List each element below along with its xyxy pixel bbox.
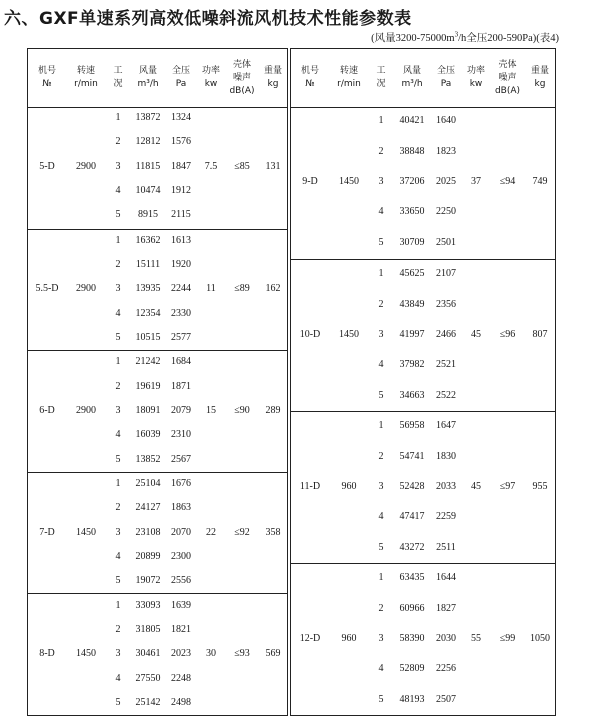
cell-flow: 30709	[399, 236, 425, 248]
header-speed-label	[337, 65, 361, 91]
cell-condition: 4	[378, 206, 384, 218]
cell-flow: 25104	[135, 477, 161, 489]
cell-condition: 5	[115, 696, 121, 708]
cell-condition: 1	[378, 115, 384, 127]
cell-pressure: 2259	[436, 511, 456, 523]
cell-condition: 5	[115, 575, 121, 587]
cell-flow: 12812	[135, 136, 161, 148]
cell-power: 37	[471, 176, 481, 187]
header-line: dB(A)	[229, 85, 255, 96]
cell-weight: 131	[265, 160, 281, 172]
cell-condition: 1	[115, 477, 121, 489]
cell-condition: 2	[378, 602, 384, 614]
cell-flow: 54741	[399, 450, 425, 462]
header-line: 功率	[201, 66, 220, 76]
cell-pressure: 2250	[436, 206, 456, 218]
header-line: dB(A)	[494, 85, 521, 96]
cell-pressure: 2244	[171, 283, 191, 295]
cell-noise: ≤96	[499, 329, 516, 340]
header-noise-label	[229, 59, 254, 98]
header-line: 转速	[339, 66, 358, 76]
cell-speed: 1450	[339, 176, 359, 187]
cell-power: 45	[471, 329, 481, 340]
cell-condition: 3	[378, 481, 384, 492]
cell-condition: 1	[378, 572, 384, 584]
header-line: m³/h	[137, 79, 159, 89]
cell-weight: 749	[532, 176, 548, 187]
cell-pressure: 2521	[436, 359, 456, 371]
model-group	[28, 107, 287, 229]
header-model-label	[38, 65, 56, 91]
table-header	[291, 49, 555, 108]
cell-flow: 12354	[135, 307, 161, 319]
header-line: №	[305, 79, 315, 89]
cell-pressure: 2070	[171, 526, 191, 538]
cell-flow: 56958	[399, 420, 425, 432]
header-pressure-label	[437, 65, 455, 91]
cell-flow: 21242	[135, 356, 161, 368]
header-power-label	[467, 65, 485, 91]
cell-flow: 34663	[399, 389, 425, 401]
cell-condition: 3	[115, 283, 121, 295]
cell-flow: 13935	[135, 283, 161, 295]
cell-condition: 5	[378, 389, 384, 401]
cell-pressure: 2330	[171, 307, 191, 319]
header-line: 工	[376, 66, 386, 76]
cell-speed: 1450	[76, 526, 96, 538]
subtitle-text-tail: /h全压200-590Pa)(表4)	[458, 33, 559, 44]
model-group	[28, 229, 287, 351]
header-line: Pa	[440, 79, 452, 89]
cell-condition: 5	[378, 693, 384, 705]
header-line: kw	[469, 79, 483, 89]
cell-noise: ≤89	[234, 283, 250, 295]
header-line: 风量	[138, 66, 157, 76]
cell-pressure: 1823	[436, 145, 456, 157]
cell-flow: 38848	[399, 145, 425, 157]
cell-pressure: 1684	[171, 356, 191, 368]
header-flow-label	[401, 65, 422, 91]
cell-noise: ≤93	[234, 648, 250, 660]
cell-condition: 4	[115, 307, 121, 319]
header-line: 全压	[436, 66, 455, 76]
header-line: 全压	[171, 66, 190, 76]
cell-pressure: 2577	[171, 332, 191, 344]
cell-flow: 18091	[135, 404, 161, 416]
cell-noise: ≤97	[499, 481, 516, 492]
header-speed-label	[74, 65, 98, 91]
header-line: 风量	[402, 66, 421, 76]
cell-pressure: 1676	[171, 477, 191, 489]
cell-pressure: 1920	[171, 259, 191, 271]
cell-power: 11	[206, 283, 216, 295]
cell-pressure: 2511	[436, 541, 456, 553]
cell-model: 7-D	[39, 526, 55, 538]
subtitle-text: (风量3200-75000m	[371, 33, 455, 44]
cell-condition: 1	[115, 356, 121, 368]
cell-model: 5.5-D	[35, 283, 59, 295]
cell-condition: 3	[378, 633, 384, 644]
header-pressure	[166, 49, 196, 107]
page-title: 六、GXF单速系列高效低噪斜流风机技术性能参数表	[4, 9, 412, 29]
cell-power: 30	[206, 648, 216, 660]
table-subtitle	[371, 30, 559, 45]
cell-condition: 5	[378, 236, 384, 248]
table-header	[28, 49, 287, 108]
header-line: 噪声	[498, 72, 517, 83]
cell-pressure: 2501	[436, 236, 456, 248]
cell-condition: 3	[115, 404, 121, 416]
header-line: 壳体	[232, 59, 251, 70]
cell-condition: 1	[378, 268, 384, 280]
header-speed	[66, 49, 106, 107]
cell-power: 15	[206, 404, 216, 416]
cell-flow: 8915	[138, 209, 158, 221]
cell-model: 10-D	[299, 329, 321, 340]
cell-flow: 25142	[135, 696, 161, 708]
cell-flow: 16362	[135, 234, 161, 246]
cell-pressure: 2556	[171, 575, 191, 587]
cell-flow: 33093	[135, 599, 161, 611]
cell-flow: 40421	[399, 115, 425, 127]
cell-condition: 3	[378, 176, 384, 187]
cell-pressure: 1847	[171, 160, 191, 172]
header-condition	[106, 49, 130, 107]
cell-flow: 33650	[399, 206, 425, 218]
header-condition-label	[113, 65, 122, 91]
cell-speed: 2900	[76, 404, 96, 416]
cell-weight: 162	[265, 283, 281, 295]
cell-condition: 4	[115, 672, 121, 684]
cell-speed: 1450	[76, 648, 96, 660]
cell-flow: 13872	[135, 112, 161, 124]
model-group	[291, 259, 555, 411]
cell-noise: ≤90	[234, 404, 250, 416]
header-line: 转速	[76, 66, 95, 76]
cell-condition: 4	[378, 663, 384, 675]
header-line: r/min	[337, 79, 361, 89]
cell-condition: 2	[115, 502, 121, 514]
header-line: 机号	[37, 66, 56, 76]
header-weight	[524, 49, 556, 107]
header-line: 况	[376, 79, 386, 89]
cell-pressure: 1324	[171, 112, 191, 124]
header-weight-label	[264, 65, 282, 91]
cell-condition: 2	[378, 450, 384, 462]
header-model	[291, 49, 329, 107]
cell-model: 9-D	[302, 176, 318, 187]
cell-model: 12-D	[299, 633, 321, 644]
header-line: 况	[113, 79, 123, 89]
cell-condition: 4	[115, 185, 121, 197]
header-model	[28, 49, 66, 107]
header-flow	[393, 49, 431, 107]
cell-flow: 13852	[135, 453, 161, 465]
cell-pressure: 2025	[436, 176, 456, 187]
model-group	[28, 350, 287, 472]
cell-flow: 31805	[135, 623, 161, 635]
header-line: r/min	[74, 79, 98, 89]
cell-pressure: 2248	[171, 672, 191, 684]
cell-pressure: 1613	[171, 234, 191, 246]
header-line: №	[42, 79, 52, 89]
cell-flow: 11815	[135, 160, 161, 172]
header-line: kg	[534, 79, 546, 89]
cell-pressure: 2300	[171, 550, 191, 562]
model-group	[28, 593, 287, 715]
cell-speed: 960	[341, 481, 357, 492]
cell-condition: 3	[378, 329, 384, 340]
cell-flow: 15111	[135, 259, 161, 271]
header-line: kw	[204, 79, 218, 89]
header-condition	[369, 49, 393, 107]
cell-pressure: 1647	[436, 420, 456, 432]
header-power	[196, 49, 226, 107]
cell-pressure: 1830	[436, 450, 456, 462]
cell-flow: 52809	[399, 663, 425, 675]
cell-pressure: 2033	[436, 481, 456, 492]
cell-condition: 2	[378, 298, 384, 310]
header-line: 功率	[466, 66, 485, 76]
cell-pressure: 1821	[171, 623, 191, 635]
cell-flow: 43849	[399, 298, 425, 310]
cell-condition: 3	[115, 526, 121, 538]
cell-flow: 47417	[399, 511, 425, 523]
cell-condition: 4	[378, 359, 384, 371]
cell-weight: 569	[265, 648, 281, 660]
cell-condition: 3	[115, 648, 121, 660]
cell-weight: 358	[265, 526, 281, 538]
header-weight	[258, 49, 288, 107]
header-pressure-label	[172, 65, 190, 91]
header-noise-label	[495, 59, 520, 98]
cell-pressure: 1912	[171, 185, 191, 197]
header-power	[461, 49, 491, 107]
cell-power: 22	[206, 526, 216, 538]
cell-noise: ≤85	[234, 160, 250, 172]
cell-pressure: 1827	[436, 602, 456, 614]
right-table	[290, 48, 556, 716]
cell-condition: 4	[378, 511, 384, 523]
cell-condition: 3	[115, 160, 121, 172]
cell-flow: 19619	[135, 380, 161, 392]
cell-flow: 24127	[135, 502, 161, 514]
cell-condition: 5	[115, 209, 121, 221]
cell-pressure: 2507	[436, 693, 456, 705]
cell-noise: ≤92	[234, 526, 250, 538]
cell-pressure: 2030	[436, 633, 456, 644]
cell-power: 7.5	[204, 160, 218, 172]
cell-pressure: 2256	[436, 663, 456, 675]
cell-pressure: 2567	[171, 453, 191, 465]
cell-pressure: 2310	[171, 429, 191, 441]
cell-flow: 60966	[399, 602, 425, 614]
model-group	[291, 107, 555, 259]
cell-pressure: 1863	[171, 502, 191, 514]
header-noise	[491, 49, 524, 107]
header-line: kg	[267, 79, 279, 89]
cell-noise: ≤94	[499, 176, 516, 187]
header-line: Pa	[175, 79, 187, 89]
cell-flow: 19072	[135, 575, 161, 587]
header-speed	[329, 49, 369, 107]
subtitle-superscript: 3	[454, 30, 459, 39]
cell-flow: 37206	[399, 176, 425, 187]
model-group	[28, 472, 287, 594]
cell-flow: 52428	[399, 481, 425, 492]
cell-pressure: 2023	[171, 648, 191, 660]
header-flow-label	[137, 65, 158, 91]
cell-condition: 2	[115, 380, 121, 392]
cell-speed: 960	[341, 633, 357, 644]
header-line: 重量	[530, 66, 549, 76]
cell-pressure: 2079	[171, 404, 191, 416]
cell-pressure: 2498	[171, 696, 191, 708]
cell-weight: 289	[265, 404, 281, 416]
header-pressure	[431, 49, 461, 107]
cell-pressure: 2466	[436, 329, 456, 340]
cell-model: 8-D	[39, 648, 55, 660]
cell-flow: 10474	[135, 185, 161, 197]
cell-pressure: 1871	[171, 380, 191, 392]
cell-condition: 2	[115, 623, 121, 635]
cell-pressure: 2107	[436, 268, 456, 280]
header-line: 噪声	[232, 72, 251, 83]
header-flow	[130, 49, 166, 107]
cell-flow: 20899	[135, 550, 161, 562]
left-table	[27, 48, 288, 716]
cell-pressure: 2522	[436, 389, 456, 401]
cell-model: 11-D	[299, 481, 321, 492]
cell-pressure: 2115	[171, 209, 191, 221]
cell-model: 5-D	[39, 160, 55, 172]
model-group	[291, 563, 555, 715]
cell-condition: 2	[378, 145, 384, 157]
cell-flow: 45625	[399, 268, 425, 280]
header-power-label	[202, 65, 220, 91]
cell-speed: 2900	[76, 283, 96, 295]
cell-flow: 23108	[135, 526, 161, 538]
cell-model: 6-D	[39, 404, 55, 416]
cell-condition: 1	[378, 420, 384, 432]
header-line: 重量	[263, 66, 282, 76]
cell-power: 55	[471, 633, 481, 644]
cell-flow: 16039	[135, 429, 161, 441]
header-line: 机号	[300, 66, 319, 76]
cell-pressure: 1644	[436, 572, 456, 584]
cell-flow: 41997	[399, 329, 425, 340]
cell-condition: 5	[378, 541, 384, 553]
cell-speed: 2900	[76, 160, 96, 172]
header-line: 工	[113, 66, 123, 76]
cell-condition: 4	[115, 550, 121, 562]
header-weight-label	[531, 65, 549, 91]
cell-condition: 1	[115, 112, 121, 124]
cell-condition: 5	[115, 332, 121, 344]
header-line: m³/h	[401, 79, 423, 89]
model-group	[291, 411, 555, 563]
cell-condition: 5	[115, 453, 121, 465]
cell-speed: 1450	[339, 329, 359, 340]
cell-weight: 807	[532, 329, 548, 340]
cell-pressure: 1576	[171, 136, 191, 148]
cell-weight: 1050	[530, 633, 550, 644]
cell-pressure: 1640	[436, 115, 456, 127]
header-condition-label	[376, 65, 385, 91]
cell-condition: 2	[115, 259, 121, 271]
cell-pressure: 1639	[171, 599, 191, 611]
cell-flow: 27550	[135, 672, 161, 684]
cell-flow: 43272	[399, 541, 425, 553]
cell-weight: 955	[532, 481, 548, 492]
header-model-label	[301, 65, 319, 91]
cell-flow: 58390	[399, 633, 425, 644]
cell-flow: 48193	[399, 693, 425, 705]
cell-flow: 10515	[135, 332, 161, 344]
cell-power: 45	[471, 481, 481, 492]
cell-flow: 63435	[399, 572, 425, 584]
cell-condition: 1	[115, 234, 121, 246]
cell-condition: 2	[115, 136, 121, 148]
cell-condition: 1	[115, 599, 121, 611]
cell-condition: 4	[115, 429, 121, 441]
cell-pressure: 2356	[436, 298, 456, 310]
header-line: 壳体	[498, 59, 517, 70]
cell-flow: 37982	[399, 359, 425, 371]
cell-flow: 30461	[135, 648, 161, 660]
cell-noise: ≤99	[499, 633, 516, 644]
header-noise	[226, 49, 258, 107]
